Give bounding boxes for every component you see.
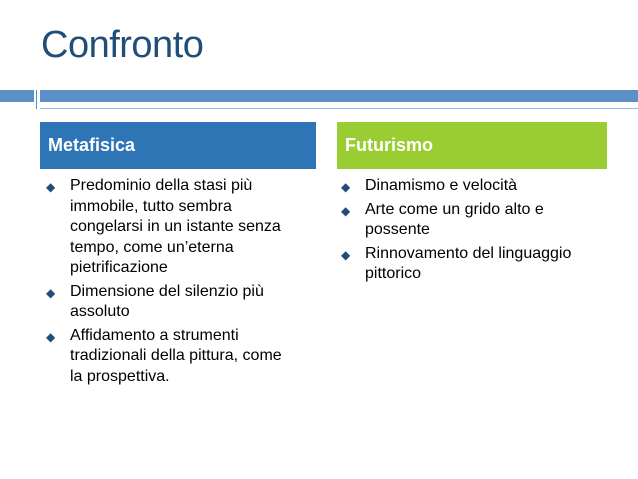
divider-vertical-line bbox=[36, 90, 37, 109]
diamond-icon: ◆ bbox=[341, 247, 351, 262]
divider-bar bbox=[40, 90, 638, 102]
slide-title: Confronto bbox=[41, 24, 204, 66]
list-item-text: Rinnovamento del linguaggio pittorico bbox=[365, 244, 572, 282]
list-item-text: Dinamismo e velocità bbox=[365, 177, 518, 194]
list-item bbox=[44, 176, 296, 279]
list-item bbox=[339, 176, 604, 197]
diamond-icon: ◆ bbox=[46, 285, 56, 300]
divider-thin-line bbox=[40, 108, 638, 109]
metafisica-header: Metafisica bbox=[40, 122, 316, 169]
divider-bar-left bbox=[0, 90, 34, 102]
list-item bbox=[339, 200, 604, 241]
diamond-icon: ◆ bbox=[341, 203, 351, 218]
list-item-text: Dimensione del silenzio più assoluto bbox=[70, 282, 264, 320]
metafisica-list bbox=[44, 176, 296, 390]
list-item bbox=[339, 244, 604, 285]
list-item-text: Affidamento a strumenti tradizionali della pittura, come la prospettiva. bbox=[70, 326, 282, 385]
futurismo-list bbox=[339, 176, 604, 288]
diamond-icon: ◆ bbox=[46, 180, 56, 194]
list-item-text: Predominio della stasi più immobile, tutto sembra congelarsi in un istante senza tempo, come un’eterna pietrificazione bbox=[70, 177, 281, 276]
list-item bbox=[44, 282, 296, 323]
diamond-icon: ◆ bbox=[341, 180, 351, 194]
list-item-text: Arte come un grido alto e possente bbox=[365, 200, 544, 238]
list-item bbox=[44, 326, 296, 388]
futurismo-header: Futurismo bbox=[337, 122, 607, 169]
diamond-icon: ◆ bbox=[46, 329, 56, 344]
